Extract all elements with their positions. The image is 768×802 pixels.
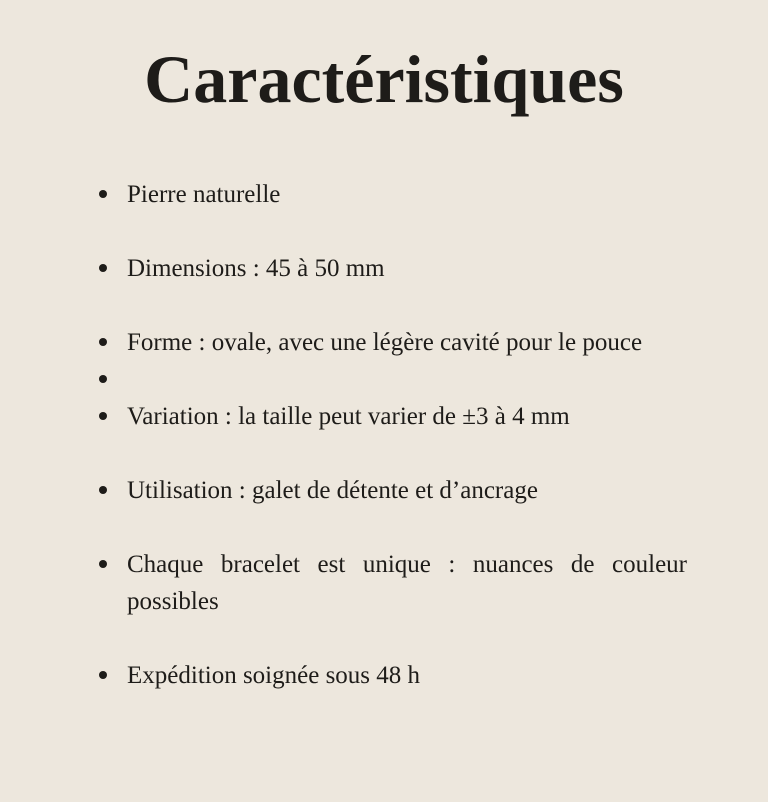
- characteristics-list: [97, 176, 687, 694]
- bullet-icon: [99, 264, 107, 272]
- list-item-text: Dimensions : 45 à 50 mm: [127, 255, 385, 282]
- list-item-text: Chaque bracelet est unique : nuances de couleur possibles: [127, 551, 687, 615]
- bullet-icon: [99, 190, 107, 198]
- list-item: [97, 657, 687, 694]
- list-item: [97, 546, 687, 620]
- page-title: Caractéristiques: [144, 41, 624, 117]
- bullet-icon: [99, 412, 107, 420]
- list-item-text: Forme : ovale, avec une légère cavité pour le pouce: [127, 329, 643, 356]
- bullet-icon: [99, 338, 107, 346]
- list-item-text: Expédition soignée sous 48 h: [127, 662, 421, 689]
- bullet-icon: [99, 671, 107, 679]
- page: [0, 34, 768, 802]
- list-item: [97, 324, 687, 361]
- list-item-text: Variation : la taille peut varier de ±3 à 4 mm: [127, 403, 570, 430]
- list-item-empty: [97, 361, 687, 398]
- list-item-text: Pierre naturelle: [127, 181, 281, 208]
- list-item-text: Utilisation : galet de détente et d’ancrage: [127, 477, 538, 504]
- bullet-icon: [99, 560, 107, 568]
- list-item: [97, 250, 687, 287]
- list-item: [97, 398, 687, 435]
- bullet-icon: [99, 375, 107, 383]
- bullet-icon: [99, 486, 107, 494]
- list-item: [97, 472, 687, 509]
- list-item: [97, 176, 687, 213]
